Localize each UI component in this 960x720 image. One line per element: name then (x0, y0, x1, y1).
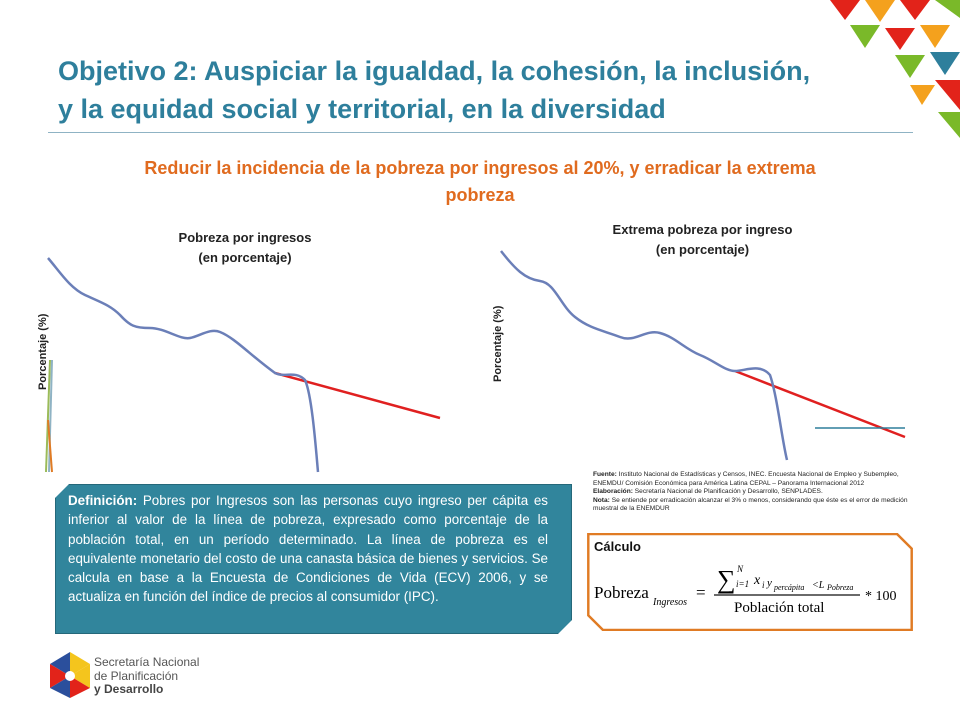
formula-lhs-sub: Ingresos (653, 597, 688, 608)
right-chart-ylabel: Porcentaje (%) (492, 305, 504, 382)
senplades-logo-icon (50, 652, 90, 698)
formula-sum-term: x (754, 573, 761, 588)
right-chart-title-line2: (en porcentaje) (655, 242, 750, 257)
left-chart-title-line1: Pobreza por ingresos (178, 230, 312, 245)
left-chart (40, 250, 450, 475)
formula-lhs: Pobreza (594, 583, 649, 602)
source-nota-text: Se entiende por erradicación alcanzar el 3% o menos, considerando que éste es el error de medición muestral de la ENEMDUR (593, 496, 908, 513)
formula-condition-sub: percápita (774, 583, 805, 592)
page-title-line2: y la equidad social y territorial, en la diversidad (58, 94, 666, 124)
left-chart-title-line2: (en porcentaje) (198, 250, 292, 265)
source-nota-label: Nota: (593, 496, 610, 504)
source-fuente-text: Instituto Nacional de Estadísticas y Censos, INEC. Encuesta Nacional de Empleo y Subempleo, ENEMDU/ Comisión Económica para América Latina CEPAL – Panorama Internacional 2012 (593, 471, 899, 487)
logo-line3: y Desarrollo (94, 682, 164, 696)
source-elaboracion-text: Secretaría Nacional de Planificación y Desarrollo, SENPLADES. (632, 488, 823, 496)
goal-subtitle-line1: Reducir la incidencia de la pobreza por ingresos al 20%, y erradicar la extrema (144, 158, 816, 178)
source-nota (593, 497, 913, 514)
definition-label: Definición: (68, 493, 138, 508)
source-fuente-label: Fuente: (593, 471, 617, 478)
title-divider (48, 132, 913, 133)
senplades-logo-text (94, 656, 199, 697)
formula-equals: = (696, 583, 706, 602)
formula-sum-symbol: ∑ (717, 565, 736, 594)
source-notes (593, 471, 913, 514)
formula-condition-rel: <L (812, 580, 825, 591)
left-chart-target-line (275, 373, 440, 418)
formula-condition-rel-sub: Pobreza (827, 583, 854, 592)
left-chart-ylabel: Porcentaje (%) (37, 313, 49, 390)
poverty-formula (594, 560, 914, 626)
page-title-line1: Objetivo 2: Auspiciar la igualdad, la cohesión, la inclusión, (58, 56, 811, 86)
source-elaboracion (593, 488, 913, 497)
right-chart-title-line1: Extrema pobreza por ingreso (612, 222, 793, 237)
source-elaboracion-label: Elaboración: (593, 488, 633, 496)
right-chart-target-line (735, 371, 905, 437)
formula-denominator: Población total (734, 600, 825, 616)
goal-subtitle-line2: pobreza (445, 185, 515, 205)
logo-line2: de Planificación (94, 668, 179, 683)
right-chart (495, 245, 915, 465)
left-chart-observed-line (48, 258, 318, 472)
definition-body: Pobres por Ingresos son las personas cuyo ingreso per cápita es inferior al valor de la línea de pobreza, expresado como porcentaje de la población total, en un período determinado. La línea de pobreza es el equivalente monetario del costo de una canasta básica de bienes y servicios. Se calcula en base a la Encuesta de Condiciones de Vida (ECV) 2006, y se actualiza en función del índice de precios al consumidor (IPC). (68, 493, 548, 605)
formula-sum-term-sub: i (762, 580, 765, 590)
formula-multiplier: * 100 (865, 589, 897, 604)
right-chart-observed-line (501, 251, 787, 460)
formula-sum-upper: N (737, 564, 744, 574)
page-title (58, 52, 858, 128)
logo-line1: Secretaría Nacional (94, 655, 200, 669)
source-fuente (593, 471, 913, 488)
goal-subtitle (80, 155, 880, 209)
formula-condition: y (767, 577, 772, 589)
definition-text (68, 491, 548, 607)
calculation-label: Cálculo (594, 539, 641, 554)
formula-sum-lower: i=1 (736, 579, 750, 589)
